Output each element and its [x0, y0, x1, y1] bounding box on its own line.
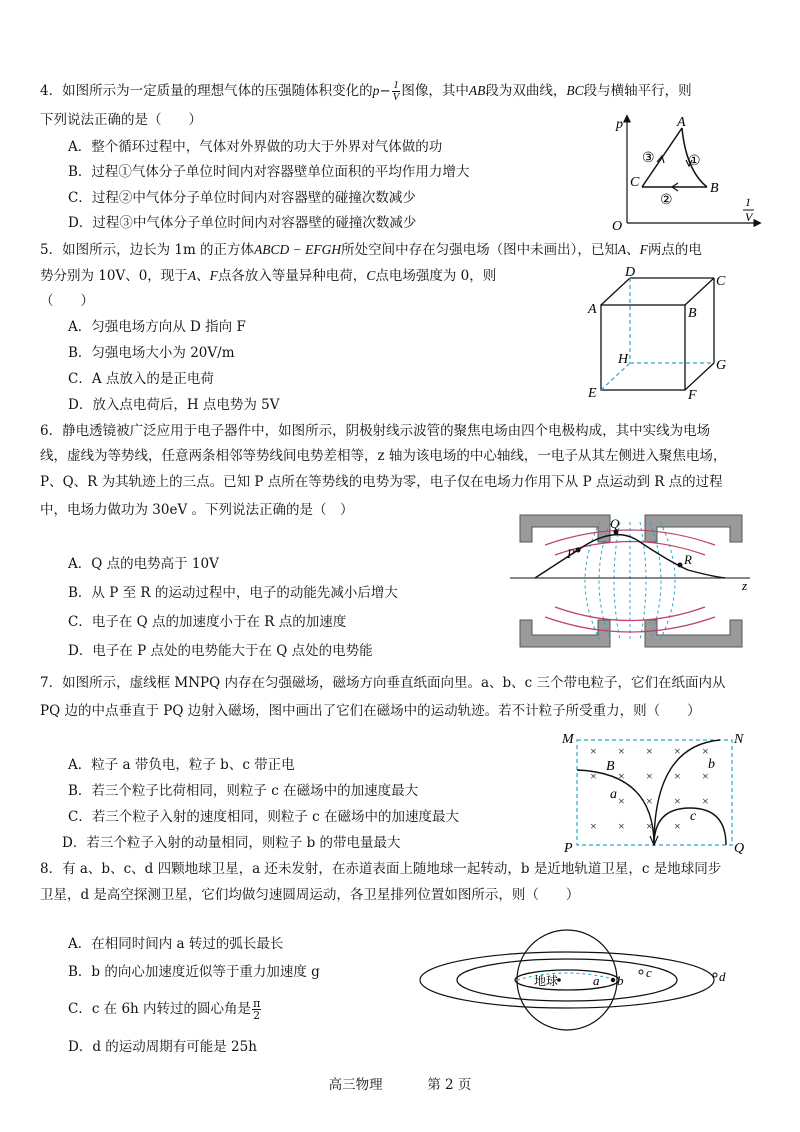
- q7-label-m: M: [562, 732, 574, 747]
- q5-label-e: E: [588, 386, 597, 401]
- q4-fraction: $\frac{1}{V}$: [392, 79, 400, 103]
- q4-label-b: B: [710, 181, 719, 196]
- q7-stem-line2: PQ 边的中点垂直于 PQ 边射入磁场，图中画出了它们在磁场中的运动轨迹。若不计粒子所受重力，则（ ）: [40, 703, 701, 719]
- q6-option-c: C．电子在 Q 点的加速度小于在 R 点的加速度: [68, 614, 347, 630]
- svg-text:×: ×: [618, 794, 625, 808]
- svg-text:×: ×: [646, 794, 653, 808]
- q7-label-a: a: [610, 787, 617, 802]
- q4-stem-line1: 4．如图所示为一定质量的理想气体的压强随体积变化的p− $\frac{1}{V}$ 图像，其中AB段为双曲线，BC段与横轴平行，则: [40, 79, 692, 103]
- q6-option-a: A．Q 点的电势高于 10V: [68, 556, 219, 572]
- q4-axis-num: 1: [745, 195, 751, 209]
- svg-text:×: ×: [674, 769, 681, 783]
- q4-stem-line2: 下列说法正确的是（ ）: [40, 112, 202, 128]
- q5-edge-fg: [685, 363, 714, 390]
- q7-magnetic-field-diagram: [560, 728, 755, 856]
- q7-option-c: C．若三个粒子入射的速度相同，则粒子 c 在磁场中的加速度最大: [68, 809, 459, 825]
- q6-label-z: z: [742, 578, 748, 593]
- q7-stem-line1: 7．如图所示，虚线框 MNPQ 内存在匀强磁场，磁场方向垂直纸面向里。a、b、c 三个带电粒子，它们在纸面内从: [40, 675, 726, 691]
- q5-front-face: [601, 305, 685, 390]
- svg-text:×: ×: [618, 769, 625, 783]
- q8-stem-line1: 8．有 a、b、c、d 四颗地球卫星，a 还未发射，在赤道表面上随地球一起转动，b 是近地轨道卫星，c 是地球同步: [40, 861, 722, 877]
- q6-option-d: D．电子在 P 点处的电势能大于在 Q 点处的电势能: [68, 643, 373, 659]
- q5-option-b: B．匀强电场大小为 20V/m: [68, 345, 235, 361]
- q8-label-b: b: [617, 973, 624, 988]
- q8-label-c: c: [646, 965, 652, 980]
- q8-earth-outline: [517, 930, 617, 1030]
- q4-label-process-2: ②: [660, 193, 673, 208]
- q5-cube-diagram: [585, 265, 727, 405]
- svg-text:×: ×: [618, 744, 625, 758]
- q6-stem-line2: 线，虚线为等势线，任意两条相邻等势线间电势差相等，z 轴为该电场的中心轴线，一电子从其左侧进入聚焦电场，: [40, 448, 727, 464]
- q5-stem-line3: （ ）: [40, 293, 94, 309]
- q4-option-d: D．过程③中气体分子单位时间内对容器壁的碰撞次数减少: [68, 215, 417, 231]
- q5-label-a: A: [588, 302, 597, 317]
- q8-option-d: D．d 的运动周期有可能是 25h: [68, 1039, 257, 1055]
- q8-satellite-orbits-diagram: [415, 928, 760, 1033]
- svg-text:×: ×: [590, 744, 597, 758]
- page-footer: [0, 1073, 800, 1093]
- q8-equator-back: [517, 973, 617, 980]
- q6-electrostatic-lens-diagram: [510, 510, 755, 655]
- q5-hidden-edge-eh: [601, 363, 630, 390]
- q5-edge-ad: [601, 278, 630, 305]
- q5-option-d: D．放入点电荷后，H 点电势为 5V: [68, 397, 280, 413]
- q8-option-c: C．c 在 6h 内转过的圆心角是 $\frac{\pi}{2}$: [68, 997, 261, 1022]
- svg-text:×: ×: [590, 819, 597, 833]
- q7-option-d: D．若三个粒子入射的动量相同，则粒子 b 的带电量最大: [62, 835, 401, 851]
- q5-label-c: C: [716, 274, 726, 289]
- q7-label-q: Q: [734, 841, 745, 856]
- svg-text:×: ×: [646, 744, 653, 758]
- q7-label-c: c: [690, 809, 697, 824]
- q7-label-n: N: [734, 732, 744, 747]
- q7-label-p: P: [564, 841, 573, 856]
- q7-track-a: [577, 770, 654, 845]
- q5-label-f: F: [688, 388, 697, 403]
- svg-text:×: ×: [702, 744, 709, 758]
- q8-stem-line2: 卫星，d 是高空探测卫星，它们均做匀速圆周运动，各卫星排列位置如图所示，则（ ）: [40, 887, 580, 903]
- q6-stem-line1: 6．静电透镜被广泛应用于电子器件中，如图所示，阴极射线示波管的聚焦电场由四个电极构成，其中实线为电场: [40, 423, 711, 439]
- q4-label-process-1: ①: [688, 154, 701, 169]
- q4-option-b: B．过程①气体分子单位时间内对容器壁单位面积的平均作用力增大: [68, 164, 470, 180]
- q8-satellite-b-dot: [611, 978, 615, 982]
- q6-stem-line3: P、Q、R 为其轨迹上的三点。已知 P 点所在等势线的电势为零，电子仅在电场力作用下从 P 点运动到 R 点的过程: [40, 474, 723, 490]
- q6-option-b: B．从 P 至 R 的运动过程中，电子的动能先减小后增大: [68, 585, 398, 601]
- q4-option-c: C．过程②中气体分子单位时间内对容器壁的碰撞次数减少: [68, 190, 416, 206]
- svg-text:×: ×: [590, 769, 597, 783]
- q5-option-c: C．A 点放入的是正电荷: [68, 371, 214, 387]
- svg-text:×: ×: [674, 744, 681, 758]
- svg-text:×: ×: [702, 769, 709, 783]
- q5-stem-line2: 势分别为 10V、0，现于A、F点各放入等量异种电荷，C点电场强度为 0，则: [40, 268, 497, 284]
- q5-option-a: A．匀强电场方向从 D 指向 F: [68, 319, 246, 335]
- q4-label-a: A: [677, 115, 686, 130]
- q7-label-field-b: B: [606, 759, 615, 774]
- q5-stem-line1: 5．如图所示，边长为 1m 的正方体ABCD − EFGH所处空间中存在匀强电场（图中未画出），已知A、F两点的电: [40, 242, 702, 258]
- q7-option-a: A．粒子 a 带负电，粒子 b、c 带正电: [68, 757, 295, 773]
- q8-label-a: a: [593, 973, 600, 988]
- q8-label-earth: 地球: [534, 974, 559, 988]
- q4-p-v-diagram: [600, 110, 770, 235]
- q4-label-o: O: [612, 219, 623, 234]
- q8-orbit-c: [457, 959, 677, 1001]
- q6-label-q: Q: [610, 516, 620, 531]
- footer-subject: 高三物理: [328, 1077, 383, 1093]
- q4-label-c: C: [630, 175, 640, 190]
- q5-label-h: H: [618, 352, 629, 367]
- q8-orbit-d: [420, 952, 714, 1008]
- svg-text:×: ×: [646, 769, 653, 783]
- q5-label-d: D: [625, 265, 636, 280]
- q8-satellite-c-dot: [639, 970, 643, 974]
- q5-edge-bc: [685, 278, 714, 305]
- q8-label-d: d: [719, 969, 726, 984]
- q7-track-b: [654, 740, 720, 845]
- svg-text:×: ×: [674, 794, 681, 808]
- svg-text:×: ×: [674, 819, 681, 833]
- q4-option-a: A．整个循环过程中，气体对外界做的功大于外界对气体做的功: [68, 139, 443, 155]
- q7-option-b: B．若三个粒子比荷相同，则粒子 c 在磁场中的加速度最大: [68, 783, 419, 799]
- q4-label-process-3: ③: [642, 151, 655, 166]
- q6-label-p: P: [567, 546, 575, 561]
- svg-text:×: ×: [618, 819, 625, 833]
- q7-label-b: b: [708, 757, 715, 772]
- svg-text:×: ×: [646, 819, 653, 833]
- q5-label-g: G: [716, 358, 727, 373]
- q6-stem-line4: 中，电场力做功为 30eV 。下列说法正确的是（ ）: [40, 502, 354, 518]
- svg-text:×: ×: [702, 794, 709, 808]
- q6-label-r: R: [684, 552, 692, 567]
- q4-label-p: p: [616, 117, 623, 132]
- q6-point-r: [678, 563, 683, 568]
- footer-page-number: 第 2 页: [427, 1077, 472, 1093]
- q8-satellite-d-dot: [713, 973, 717, 977]
- q8-option-a: A．在相同时间内 a 转过的弧长最长: [68, 936, 284, 952]
- q8-fraction-pi-over-2: $\frac{\pi}{2}$: [253, 997, 261, 1022]
- q8-option-b: B．b 的向心加速度近似等于重力加速度 g: [68, 964, 320, 980]
- q5-label-b: B: [688, 306, 697, 321]
- q6-point-p: [576, 548, 581, 553]
- q4-axis-den: V: [745, 210, 753, 224]
